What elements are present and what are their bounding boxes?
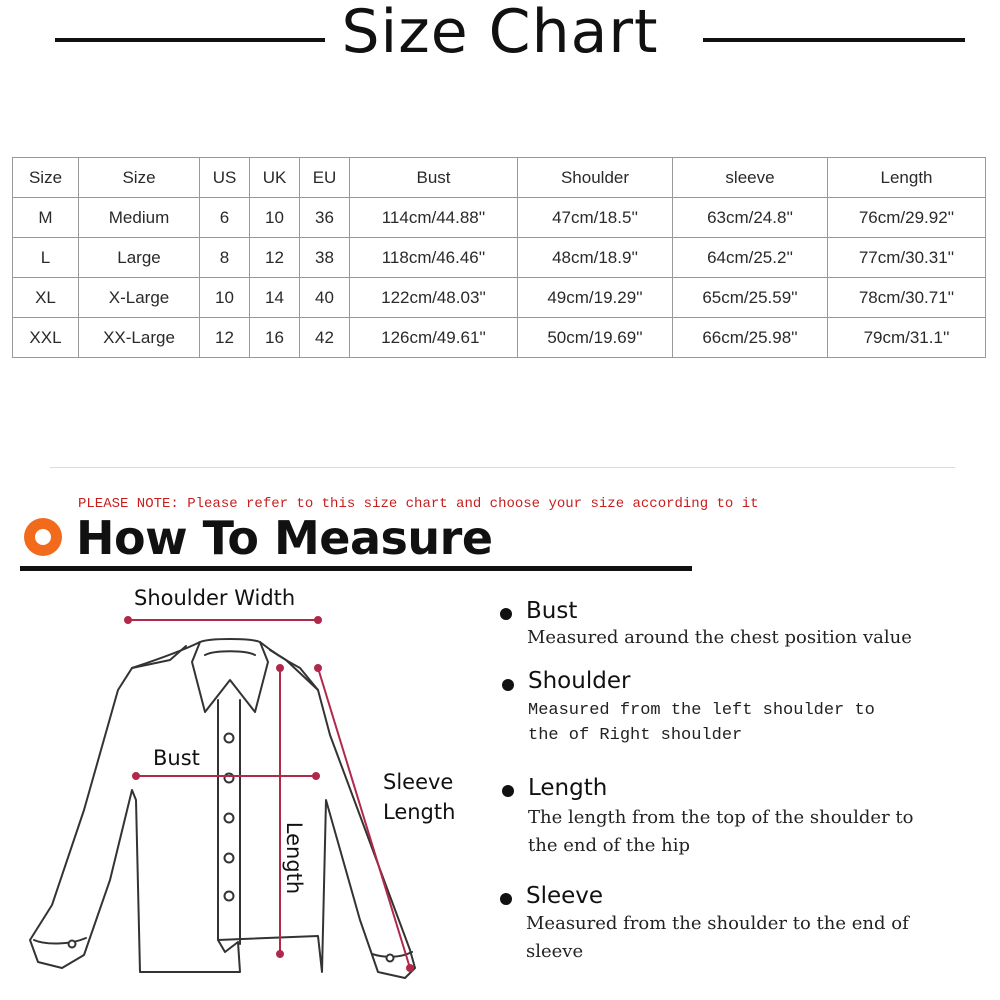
table-cell: 40	[300, 278, 350, 318]
sleeve-length-label-line1: Sleeve	[383, 770, 454, 794]
table-cell: XL	[13, 278, 79, 318]
table-cell: 10	[200, 278, 250, 318]
table-cell: 76cm/29.92''	[828, 198, 986, 238]
table-cell: 79cm/31.1''	[828, 318, 986, 358]
sleeve-length-label-line2: Length	[383, 800, 456, 824]
table-cell: 66cm/25.98''	[673, 318, 828, 358]
table-cell: 78cm/30.71''	[828, 278, 986, 318]
table-cell: 10	[250, 198, 300, 238]
table-cell: 114cm/44.88''	[350, 198, 518, 238]
table-cell: 48cm/18.9''	[518, 238, 673, 278]
size-table	[12, 157, 986, 358]
table-cell: 122cm/48.03''	[350, 278, 518, 318]
measure-desc-length: The length from the top of the shoulder to the end of the hip	[528, 807, 914, 856]
measure-desc-bust: Measured around the chest position value	[527, 627, 912, 648]
please-note: PLEASE NOTE: Please refer to this size chart and choose your size according to it	[78, 496, 759, 512]
table-cell: 14	[250, 278, 300, 318]
section-divider	[50, 467, 955, 468]
bullet-dot-icon	[500, 893, 512, 905]
header-cell: Shoulder	[518, 158, 673, 198]
shoulder-width-label: Shoulder Width	[134, 586, 296, 610]
table-cell: XXL	[13, 318, 79, 358]
table-cell: 38	[300, 238, 350, 278]
table-cell: 12	[200, 318, 250, 358]
table-cell: 8	[200, 238, 250, 278]
table-cell: X-Large	[79, 278, 200, 318]
measure-title-sleeve: Sleeve	[526, 883, 604, 909]
header-cell: Length	[828, 158, 986, 198]
table-cell: 65cm/25.59''	[673, 278, 828, 318]
table-cell: 12	[250, 238, 300, 278]
table-cell: 77cm/30.31''	[828, 238, 986, 278]
measure-title-shoulder: Shoulder	[528, 668, 631, 694]
table-cell: 42	[300, 318, 350, 358]
table-cell: M	[13, 198, 79, 238]
header-cell: Size	[13, 158, 79, 198]
title-rule-right	[703, 38, 965, 42]
table-cell: 126cm/49.61''	[350, 318, 518, 358]
how-to-measure-heading: How To Measure	[76, 511, 493, 565]
table-cell: 16	[250, 318, 300, 358]
bust-label: Bust	[153, 746, 200, 770]
shirt-button	[69, 941, 76, 948]
shirt-button	[225, 774, 234, 783]
shirt-button	[225, 814, 234, 823]
measure-title-bust: Bust	[526, 598, 578, 624]
heading-underline	[20, 566, 692, 571]
table-row	[13, 198, 986, 238]
measure-desc-shoulder: Measured from the left shoulder to the of Right shoulder	[528, 701, 875, 745]
table-cell: 64cm/25.2''	[673, 238, 828, 278]
header-cell: Size	[79, 158, 200, 198]
bullet-dot-icon	[502, 679, 514, 691]
table-cell: Medium	[79, 198, 200, 238]
shirt-button	[225, 734, 234, 743]
header-cell: EU	[300, 158, 350, 198]
shirt-button	[225, 854, 234, 863]
bullet-dot-icon	[502, 785, 514, 797]
shirt-button	[387, 955, 394, 962]
shirt-button	[225, 892, 234, 901]
table-cell: 49cm/19.29''	[518, 278, 673, 318]
table-row	[13, 238, 986, 278]
table-cell: 47cm/18.5''	[518, 198, 673, 238]
header-cell: UK	[250, 158, 300, 198]
table-cell: 118cm/46.46''	[350, 238, 518, 278]
table-row	[13, 318, 986, 358]
table-header-row	[13, 158, 986, 198]
table-cell: 36	[300, 198, 350, 238]
table-cell: Large	[79, 238, 200, 278]
table-cell: XX-Large	[79, 318, 200, 358]
header-cell: Bust	[350, 158, 518, 198]
table-row	[13, 278, 986, 318]
bullet-dot-icon	[500, 608, 512, 620]
table-cell: L	[13, 238, 79, 278]
length-label: Length	[282, 821, 307, 895]
measure-title-length: Length	[528, 775, 608, 801]
header-cell: US	[200, 158, 250, 198]
header-cell: sleeve	[673, 158, 828, 198]
table-cell: 63cm/24.8''	[673, 198, 828, 238]
title-rule-left	[55, 38, 325, 42]
table-cell: 50cm/19.69''	[518, 318, 673, 358]
table-cell: 6	[200, 198, 250, 238]
target-circle-icon	[24, 518, 62, 556]
page-title: Size Chart	[341, 0, 659, 67]
measure-desc-sleeve: Measured from the shoulder to the end of sleeve	[526, 913, 909, 962]
